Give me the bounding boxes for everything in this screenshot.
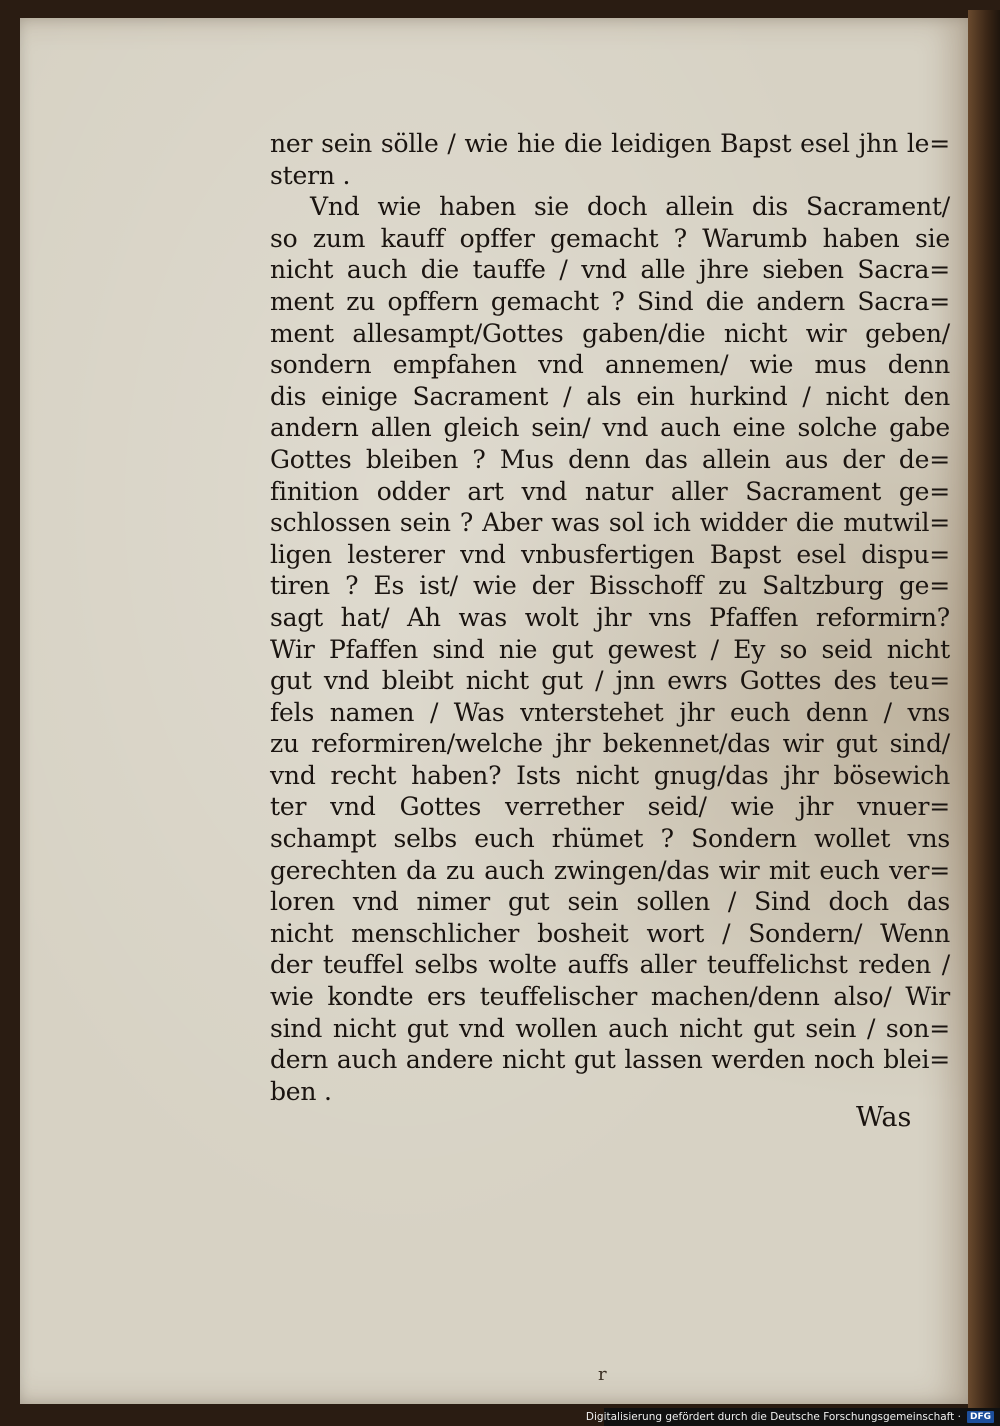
text-block [270, 128, 950, 1107]
text-line: ligen lesterer vnd vnbusfertigen Bapst esel dispu= [270, 539, 950, 569]
text-line: finition odder art vnd natur aller Sacrament ge= [270, 476, 950, 506]
text-line: nicht menschlicher bosheit wort / Sondern/ Wenn [270, 918, 950, 948]
text-line: ner sein sölle / wie hie die leidigen Bapst esel jhn le= [270, 129, 950, 158]
catchword: Was [856, 1102, 912, 1133]
digitization-footer [585, 1408, 1000, 1426]
text-line: andern allen gleich sein/ vnd auch eine solche gabe [270, 413, 950, 443]
text-line: sondern empfahen vnd annemen/ wie mus denn [270, 350, 950, 380]
text-line: so zum kauff opffer gemacht ? Warumb haben sie [270, 223, 950, 253]
text-line: gerechten da zu auch zwingen/das wir mit euch ver= [270, 855, 950, 885]
text-line: gut vnd bleibt nicht gut / jnn ewrs Gottes des teu= [270, 666, 950, 696]
text-line: Vnd wie haben sie doch allein dis Sacrament/ [310, 192, 950, 222]
text-line: Wir Pfaffen sind nie gut gewest / Ey so seid nicht [270, 634, 950, 664]
text-line: zu reformiren/welche jhr bekennet/das wir gut sind/ [270, 729, 950, 759]
text-line: fels namen / Was vnterstehet jhr euch denn / vns [270, 697, 950, 727]
text-line: wie kondte ers teuffelischer machen/denn also/ Wir [270, 982, 950, 1012]
text-line: schampt selbs euch rhümet ? Sondern wollet vns [270, 824, 950, 854]
signature-mark: r [598, 1364, 607, 1385]
text-line: tiren ? Es ist/ wie der Bisschoff zu Saltzburg ge= [270, 571, 950, 601]
text-line: vnd recht haben? Ists nicht gnug/das jhr bösewich [270, 760, 950, 790]
text-line: dis einige Sacrament / als ein hurkind / nicht den [270, 381, 950, 411]
footer-credit: Digitalisierung gefördert durch die Deutsche Forschungsgemeinschaft · [585, 1411, 961, 1423]
text-line: Gottes bleiben ? Mus denn das allein aus der de= [270, 444, 950, 474]
text-line: schlossen sein ? Aber was sol ich widder die mutwil= [270, 508, 950, 538]
text-line: dern auch andere nicht gut lassen werden noch blei= [270, 1045, 950, 1075]
text-line: ment allesampt/Gottes gaben/die nicht wir geben/ [270, 318, 950, 348]
text-line: sagt hat/ Ah was wolt jhr vns Pfaffen reformirn? [270, 602, 950, 632]
text-line: nicht auch die tauffe / vnd alle jhre sieben Sacra= [270, 255, 950, 285]
text-line: sind nicht gut vnd wollen auch nicht gut sein / son= [270, 1013, 950, 1043]
text-line: ben . [270, 1076, 332, 1106]
page-edge [968, 10, 1000, 1410]
text-line: der teuffel selbs wolte auffs aller teuffelichst reden / [270, 950, 950, 980]
text-line: stern . [270, 160, 351, 190]
text-line: loren vnd nimer gut sein sollen / Sind doch das [270, 887, 950, 917]
text-line: ter vnd Gottes verrether seid/ wie jhr vnuer= [270, 792, 950, 822]
dfg-logo-icon[interactable]: DFG [967, 1411, 994, 1423]
text-line: ment zu opffern gemacht ? Sind die andern Sacra= [270, 286, 950, 316]
